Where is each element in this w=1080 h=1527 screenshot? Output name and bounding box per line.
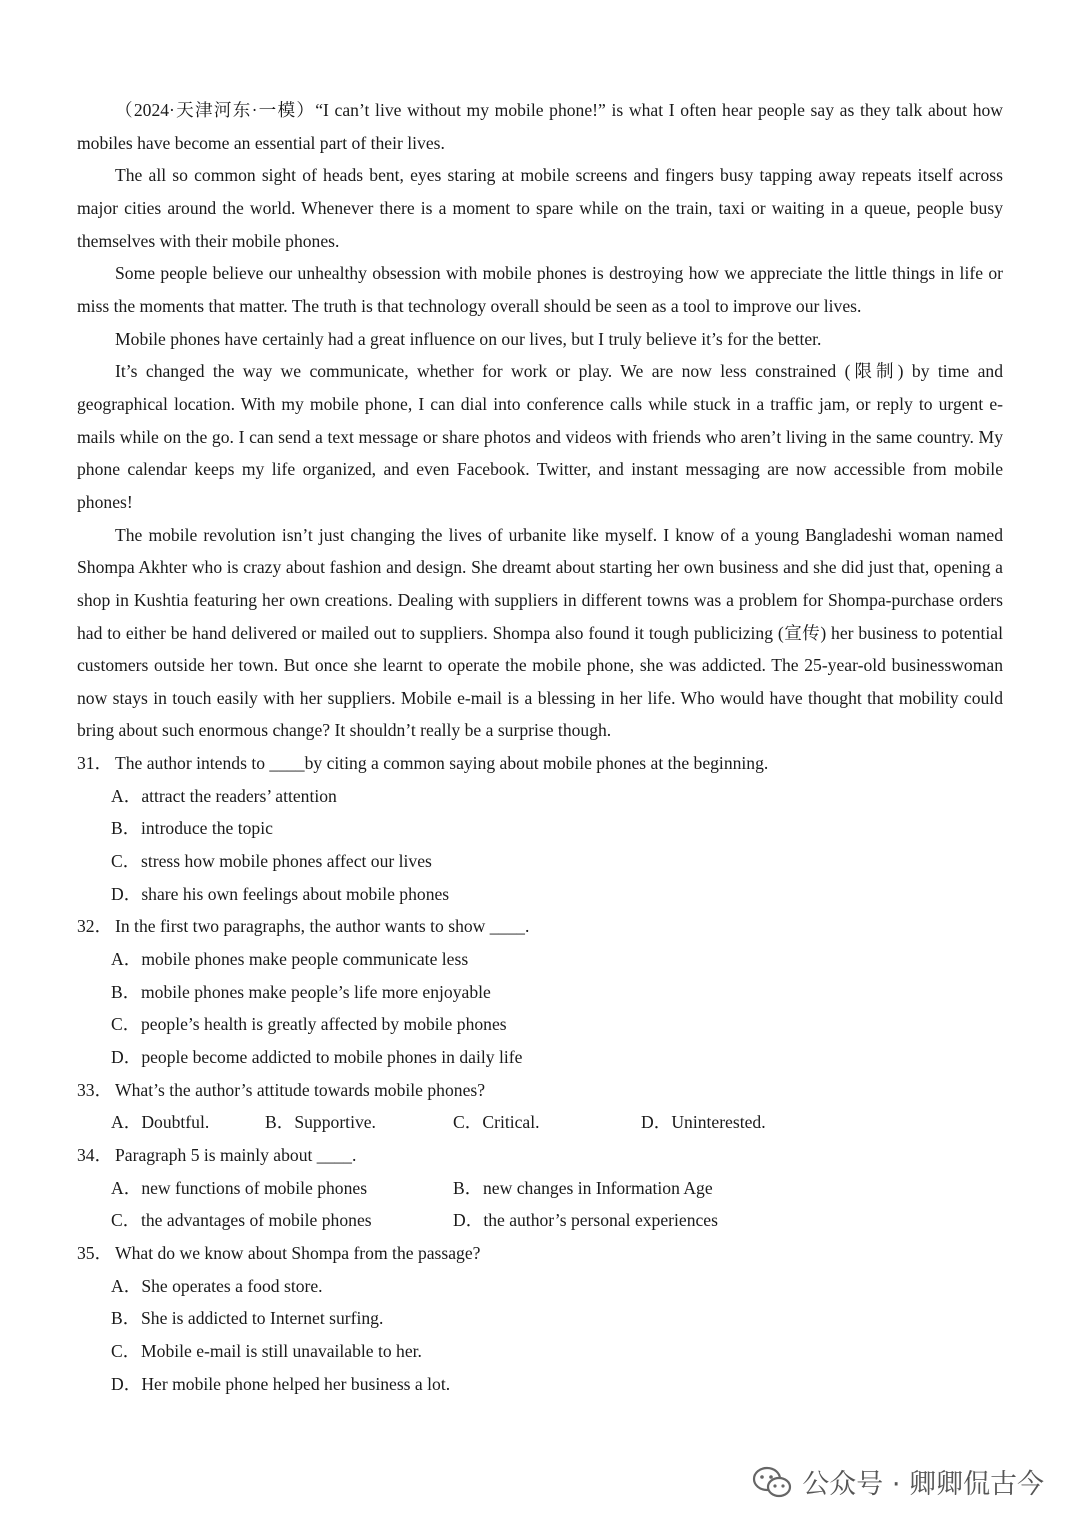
question-34 <box>77 1139 1003 1237</box>
question-number: 33． <box>77 1079 113 1100</box>
option-b[interactable] <box>453 1172 853 1205</box>
option-letter: D． <box>111 1047 142 1068</box>
option-d[interactable] <box>77 1041 1003 1074</box>
option-text: stress how mobile phones affect our lives <box>141 851 432 872</box>
option-a[interactable] <box>77 1270 1003 1303</box>
watermark <box>752 1462 1044 1501</box>
option-text: people’s health is greatly affected by mobile phones <box>141 1014 507 1035</box>
option-text: Doubtful. <box>141 1112 210 1133</box>
option-d[interactable] <box>453 1204 853 1237</box>
option-text: share his own feelings about mobile phones <box>141 883 450 904</box>
passage-paragraph-2: The all so common sight of heads bent, eyes staring at mobile screens and fingers busy tapping away repeats itself across major cities around the world. Whenever there is a moment to spare while on the train, taxi or waiting in a queue, people busy themselves with their mobile phones. <box>77 165 1003 251</box>
option-c[interactable] <box>77 845 1003 878</box>
option-text: Uninterested. <box>671 1112 766 1133</box>
option-letter: D． <box>641 1112 672 1133</box>
option-b[interactable] <box>77 812 1003 845</box>
option-text: attract the readers’ attention <box>141 785 337 806</box>
option-letter: C． <box>111 1340 141 1361</box>
option-letter: A． <box>111 1275 142 1296</box>
question-stem <box>77 1139 1003 1172</box>
option-letter: D． <box>111 1373 142 1394</box>
question-text: Paragraph 5 is mainly about ____. <box>115 1145 357 1165</box>
option-b[interactable] <box>77 1302 1003 1335</box>
option-letter: D． <box>111 883 142 904</box>
reading-passage <box>77 94 1003 747</box>
option-letter: C． <box>453 1112 483 1133</box>
passage-paragraph-1: （2024·天津河东·一模）“I can’t live without my mobile phone!” is what I often hear people say as they talk about how mobiles have become an essential part of their lives. <box>77 100 1003 153</box>
option-letter: B． <box>265 1112 295 1133</box>
question-31 <box>77 747 1003 910</box>
option-a[interactable] <box>77 780 1003 813</box>
option-text: Her mobile phone helped her business a lot. <box>141 1373 451 1394</box>
option-letter: B． <box>111 1308 141 1329</box>
question-stem <box>77 910 1003 943</box>
passage-paragraph-3: Some people believe our unhealthy obsession with mobile phones is destroying how we appreciate the little things in life or miss the moments that matter. The truth is that technology overall should be seen as a tool to improve our lives. <box>77 263 1003 316</box>
question-number: 31． <box>77 753 113 774</box>
option-c[interactable] <box>77 1008 1003 1041</box>
question-number: 34． <box>77 1145 113 1165</box>
question-number: 35． <box>77 1242 113 1263</box>
option-text: She operates a food store. <box>141 1275 323 1296</box>
question-stem <box>77 747 1003 780</box>
question-number: 32． <box>77 916 113 937</box>
option-text: new functions of mobile phones <box>141 1177 368 1198</box>
option-letter: A． <box>111 785 142 806</box>
option-letter: A． <box>111 1177 142 1198</box>
passage-paragraph-4: Mobile phones have certainly had a great influence on our lives, but I truly believe it’s for the better. <box>115 328 822 349</box>
option-text: introduce the topic <box>141 818 273 839</box>
option-letter: D． <box>453 1210 484 1231</box>
question-text: What’s the author’s attitude towards mobile phones? <box>115 1079 486 1100</box>
option-text: Supportive. <box>294 1112 376 1133</box>
option-text: mobile phones make people’s life more enjoyable <box>141 981 491 1002</box>
option-c[interactable] <box>453 1106 641 1139</box>
options-row <box>77 1172 1003 1205</box>
option-text: mobile phones make people communicate less <box>141 949 469 970</box>
question-text: In the first two paragraphs, the author wants to show ____. <box>115 916 530 937</box>
passage-paragraph-5: It’s changed the way we communicate, whether for work or play. We are now less constrained (限制) by time and geographical location. With my mobile phone, I can dial into conference calls while stuck in a traffic jam, or reply to urgent e-mails while on the go. I can send a text message or share photos and videos with friends who aren’t living in the same country. My phone calendar keeps my life organized, and even Facebook. Twitter, and instant messaging are now accessible from mobile phones! <box>77 361 1003 512</box>
option-letter: C． <box>111 1014 141 1035</box>
question-text: The author intends to ____by citing a common saying about mobile phones at the beginning. <box>115 753 769 774</box>
option-text: people become addicted to mobile phones in daily life <box>141 1047 523 1068</box>
options-row <box>77 1204 1003 1237</box>
passage-paragraph-6: The mobile revolution isn’t just changing the lives of urbanite like myself. I know of a young Bangladeshi woman named Shompa Akhter who is crazy about fashion and design. She dreamt about starting her own business and she did just that, opening a shop in Kushtia featuring her own creations. Dealing with suppliers in different towns was a problem for Shompa-purchase orders had to either be hand delivered or mailed out to suppliers. Shompa also found it tough publicizing (宣传) her business to potential customers outside her town. But once she learnt to operate the mobile phone, she was addicted. The 25-year-old businesswoman now stays in touch easily with her suppliers. Mobile e-mail is a blessing in her life. Who would have thought that mobility could bring about such enormous change? It shouldn’t really be a surprise though. <box>77 524 1003 741</box>
option-b[interactable] <box>265 1106 453 1139</box>
option-a[interactable] <box>77 943 1003 976</box>
option-letter: C． <box>111 851 141 872</box>
option-text: Mobile e-mail is still unavailable to her. <box>141 1340 422 1361</box>
option-text: the author’s personal experiences <box>483 1210 718 1231</box>
option-d[interactable] <box>77 1368 1003 1401</box>
question-stem <box>77 1237 1003 1270</box>
question-32 <box>77 910 1003 1073</box>
option-text: Critical. <box>482 1112 540 1133</box>
option-b[interactable] <box>77 976 1003 1009</box>
options-row <box>77 1106 1003 1139</box>
exam-page <box>77 94 1003 1400</box>
option-letter: B． <box>111 981 141 1002</box>
option-d[interactable] <box>77 878 1003 911</box>
option-d[interactable] <box>641 1106 841 1139</box>
option-c[interactable] <box>77 1335 1003 1368</box>
watermark-text: 公众号 · 卿卿侃古今 <box>802 1469 1044 1500</box>
option-text: She is addicted to Internet surfing. <box>141 1308 384 1329</box>
question-text: What do we know about Shompa from the passage? <box>115 1242 481 1263</box>
option-a[interactable] <box>111 1106 265 1139</box>
question-stem <box>77 1074 1003 1107</box>
option-text: new changes in Information Age <box>483 1177 713 1198</box>
option-letter: B． <box>111 818 141 839</box>
option-text: the advantages of mobile phones <box>141 1210 372 1231</box>
option-letter: A． <box>111 1112 142 1133</box>
question-35 <box>77 1237 1003 1400</box>
option-c[interactable] <box>111 1204 453 1237</box>
option-a[interactable] <box>111 1172 453 1205</box>
question-33 <box>77 1074 1003 1139</box>
wechat-icon <box>752 1466 792 1498</box>
option-letter: C． <box>111 1210 141 1231</box>
option-letter: A． <box>111 949 142 970</box>
option-letter: B． <box>453 1177 483 1198</box>
